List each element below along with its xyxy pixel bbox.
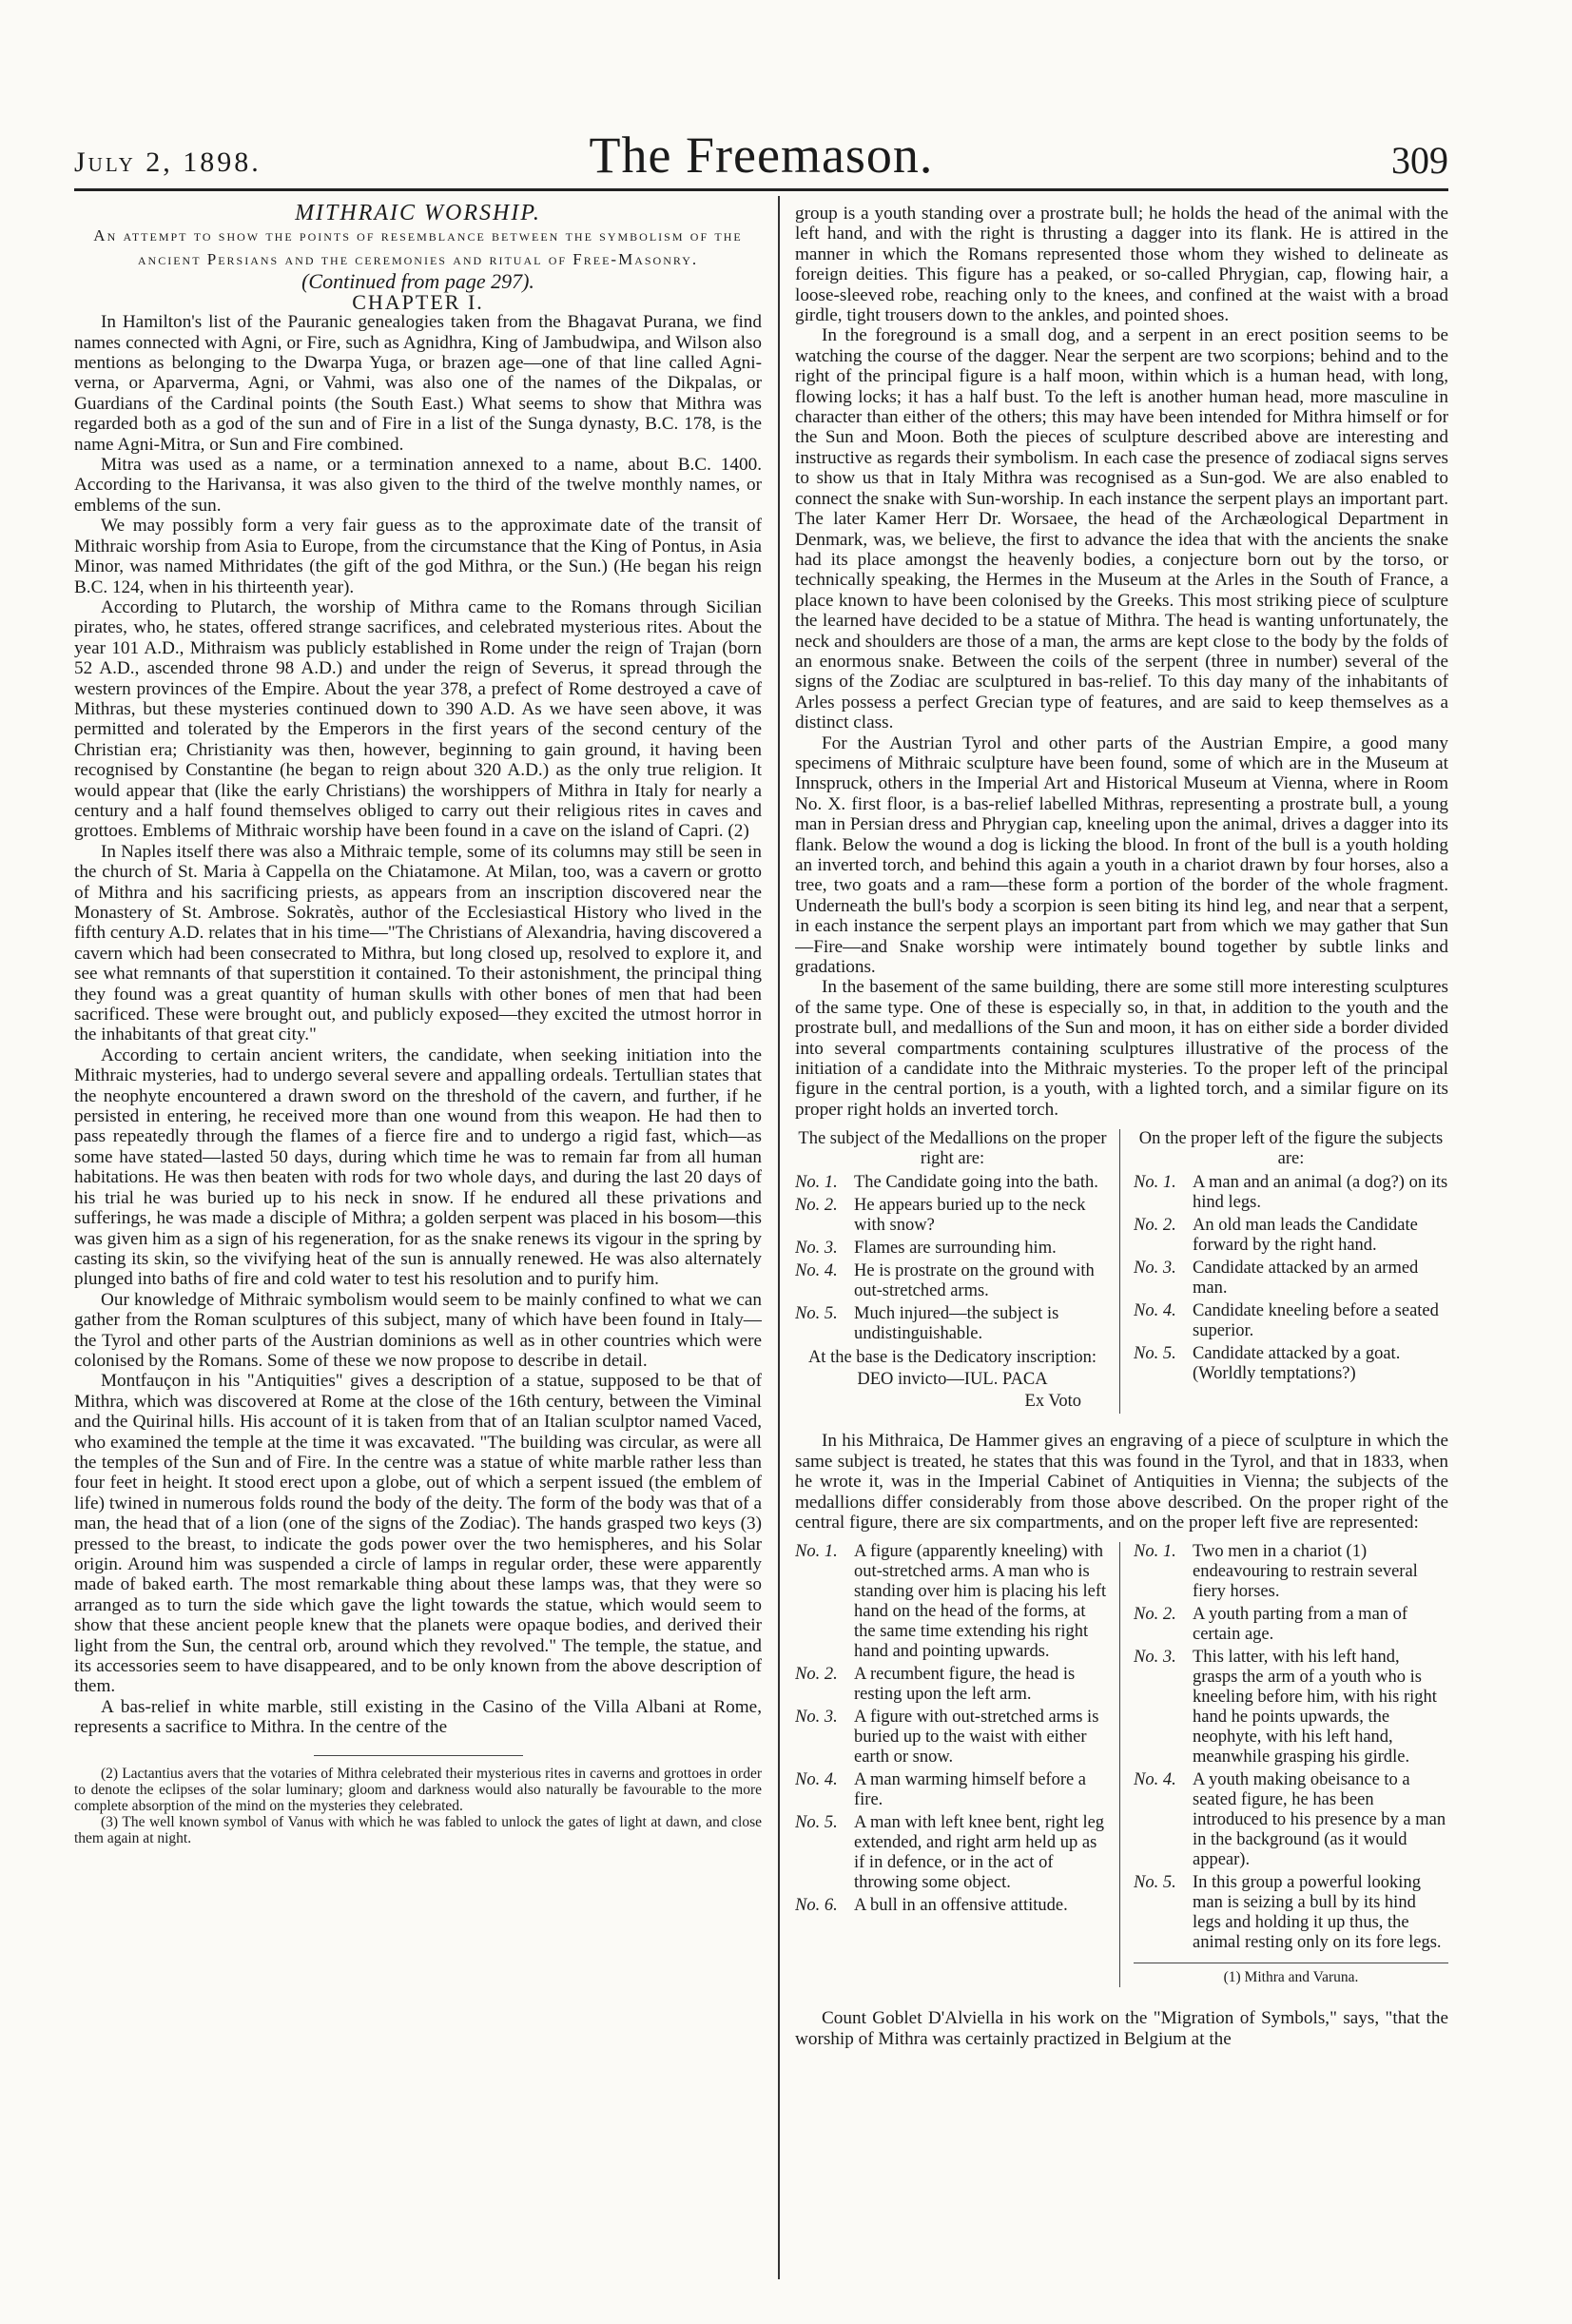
list-item: [1134, 1648, 1448, 1767]
list-item: [1134, 1301, 1448, 1341]
item-text: Candidate attacked by a goat. (Worldly temptations?): [1193, 1344, 1401, 1384]
paragraph: In Naples itself there was also a Mithraic temple, some of its columns may still be seen in the church of St. Maria à Cappella on the Chiatamone. At Milan, too, was a cavern or grotto of Mithra and his sacrificing priests, as appears from an inscription discovered near the Monastery of St. Ambrose. Sokratès, author of the Ecclesiastical History who lived in the fifth century A.D. relates that in his time—"The Christians of Alexandria, having discovered a cavern which had been consecrated to Mithra, but long closed up, resolved to explore it, and see what remnants of that superstition it contained. To their astonishment, the principal thing they found was a great quantity of human skulls with other bones of men that had been sacrificed. These were brought out, and publicly exposed—they excited the utmost horror in the inhabitants of that great city.": [74, 841, 762, 1045]
item-number: No. 5.: [1134, 1344, 1176, 1364]
paragraph: According to certain ancient writers, the candidate, when seeking initiation into the Mithraic mysteries, had to undergo several severe and appalling ordeals. Tertullian states that the neophyte encountered a drawn sword on the threshold of the cavern, and further, if he persisted in entering, he received more than one wound from this weapon. He had then to pass repeatedly through the flames of a fierce fire and to undergo a rigid fast, which—as some have stated—lasted 50 days, during which time he was to remain far from all human habitations. He was then beaten with rods for two whole days, and during the last 20 days of his trial he was buried up to his neck in snow. If he endured all these privations and sufferings, he was made a disciple of Mithra; a golden serpent was placed in his bosom—this was given him as a sign of his regeneration, for as the snake renews its vigour in the spring by casting its skin, so the vivifying heat of the sun is annually renewed. He was also alternately plunged into baths of fire and cold water to test his resolution and to purify him.: [74, 1045, 762, 1290]
paragraph: We may possibly form a very fair guess as to the approximate date of the transit of Mithraic worship from Asia to Europe, from the circumstance that the King of Pontus, in Asia Minor, was named Mithridates (the gift of the god Mithra, or the Sun.) (He began his reign B.C. 124, when in his thirteenth year).: [74, 516, 762, 597]
item-text: A man warming himself before a fire.: [854, 1770, 1087, 1810]
newspaper-title: The Freemason.: [589, 127, 934, 184]
paragraph: For the Austrian Tyrol and other parts of the Austrian Empire, a good many specimens of Mithraic sculpture have been found, some of which are in the Museum at Innspruck, others in the Imperial Art and Historical Museum at Vienna, where in Room No. X. first floor, is a bas-relief labelled Mithras, representing a prostrate bull, a young man in Persian dress and Phrygian cap, kneeling upon the animal, drives a dagger into its flank. Below the wound a dog is licking the blood. In front of the bull is a youth holding an inverted torch, and behind this again a youth in a chariot drawn by four horses, also a tree, two goats and a ram—these form a portion of the border of the whole fragment. Underneath the bull's body a scorpion is seen biting its hind leg, and near that a serpent, in each instance the serpent plays an important part from which we may gather that Sun—Fire—and Snake worship were intimately bound together by subtle links and gradations.: [795, 732, 1448, 978]
item-text: Much injured—the subject is undistinguishable.: [854, 1304, 1059, 1344]
paragraph: Our knowledge of Mithraic symbolism would seem to be mainly confined to what we can gather from the Roman sculptures of this subject, many of which have been found in Italy—the Tyrol and other parts of the Austrian dominions as well as in other countries which were colonised by the Romans. Some of these we now propose to describe in detail.: [74, 1289, 762, 1371]
dedication: [795, 1348, 1110, 1412]
list-item: [1134, 1216, 1448, 1256]
item-text: A figure (apparently kneeling) with out-stretched arms. A man who is standing over him is placing his left hand on the head of the forms, at the same time extending his right hand and pointing upwards.: [854, 1542, 1107, 1662]
right-column: [795, 204, 1448, 2287]
list-item: [795, 1304, 1110, 1344]
paragraph: In his Mithraica, De Hammer gives an engraving of a piece of sculpture in which the same subject is treated, he states that this was found in the Tyrol, and that in 1833, when he wrote it, was in the Imperial Cabinet of Antiquities in Vienna; the subjects of the medallions differ considerably from those above described. On the proper right of the central figure, there are six compartments, and on the proper left five are represented:: [795, 1431, 1448, 1533]
footnote-rule: [314, 1755, 523, 1756]
medallions-heading: The subject of the Medallions on the proper right are:: [798, 1129, 1107, 1169]
masthead: [74, 116, 1448, 186]
article-title: MITHRAIC WORSHIP.: [295, 204, 541, 225]
ex-voto: Ex Voto: [1024, 1392, 1081, 1412]
list-item: [1134, 1770, 1448, 1870]
list-item: [1134, 1344, 1448, 1384]
item-number: No. 4.: [1134, 1301, 1176, 1321]
list-item: [1134, 1873, 1448, 1953]
item-number: No. 1.: [1134, 1542, 1176, 1562]
item-number: No. 3.: [1134, 1648, 1176, 1668]
dedication-inscription: DEO invicto—IUL. PACA: [857, 1370, 1048, 1390]
column-divider: [778, 196, 780, 2279]
dedication-intro: At the base is the Dedicatory inscription:: [807, 1348, 1097, 1368]
list-item: [795, 1770, 1110, 1810]
item-number: No. 3.: [1134, 1259, 1176, 1279]
medallions-table-vienna: [795, 1129, 1448, 1414]
item-number: No. 5.: [795, 1813, 838, 1833]
compartments-left-side: [1120, 1542, 1448, 1987]
item-number: No. 5.: [795, 1304, 838, 1324]
medallions-heading: On the proper left of the figure the subjects are:: [1138, 1129, 1444, 1169]
paragraph: In the basement of the same building, there are some still more interesting sculptures of the same type. One of these is especially so, in that, in addition to the youth and the prostrate bull, and medallions of the Sun and moon, it has on either side a border divided into several compartments containing sculptures illustrative of the process of the initiation of a candidate into the Mithraic mysteries. To the proper left of the principal figure in the central portion, is a youth, with a lighted torch, and a similar figure on its proper right holds an inverted torch.: [795, 977, 1448, 1120]
paragraph: Montfauçon in his "Antiquities" gives a description of a statue, supposed to be that of Mithra, which was discovered at Rome at the close of the 16th century, between the Viminal and the Quirinal hills. His account of it is taken from that of an Italian sculptor named Vaced, who examined the temple at the time it was excavated. "The building was circular, as were all the temples of the Sun and of Fire. In the centre was a statue of white marble rather less than four feet in height. It stood erect upon a globe, out of which a serpent issued (the emblem of life) twined in numerous folds round the body of the deity. The form of the body was that of a man, the head that of a lion (one of the signs of the Zodiac). The hands grasped two keys (3) pressed to the breast, to indicate the gods power over the two hemispheres, and his Solar origin. Around him was suspended a circle of lamps in regular order, these were apparently made of baked earth. The most remarkable thing about these lamps was, that they were so arranged as to turn the side which gave the light towards the statue, which would seem to show that these ancient people knew that the planets were opaque bodies, and derived their light from the Sun, the central orb, around which they revolved." The temple, the statue, and its accessories seem to have disappeared, and to be only known from the above description of them.: [74, 1371, 762, 1697]
item-text: Two men in a chariot (1) endeavouring to restrain several fiery horses.: [1193, 1542, 1418, 1602]
masthead-rule: [74, 188, 1448, 191]
item-text: An old man leads the Candidate forward by the right hand.: [1193, 1216, 1418, 1256]
list-item: [795, 1261, 1110, 1301]
item-number: No. 4.: [795, 1261, 838, 1281]
list-item: [795, 1896, 1110, 1916]
item-text: A youth parting from a man of certain age.: [1193, 1605, 1408, 1645]
item-text: Flames are surrounding him.: [854, 1239, 1057, 1259]
paragraph: group is a youth standing over a prostrate bull; he holds the head of the animal with the left hand, and with the right is thrusting a dagger into its flank. He is attired in the manner in which the Romans represented those whom they wished to delineate as foreign deities. This figure has a peaked, or so-called Phrygian, cap, flowing hair, a loose-sleeved robe, reaching only to the knees, and confined at the waist with a broad girdle, tight trousers down to the ankles, and pointed shoes.: [795, 204, 1448, 326]
item-text: A youth making obeisance to a seated figure, he has been introduced to his presence by a man in the background (as it would appear).: [1193, 1770, 1446, 1870]
paragraph: According to Plutarch, the worship of Mithra came to the Romans through Sicilian pirates, who, he states, offered strange sacrifices, and celebrated mysterious rites. About the year 101 A.D., Mithraism was publicly established in Rome under the reign of Trajan (born 52 A.D., ascended throne 98 A.D.) and under the reign of Severus, it spread through the western provinces of the Empire. About the year 378, a prefect of Rome destroyed a cave of Mithras, but these mysteries continued down to 390 A.D. As we have seen above, it was permitted and tolerated by the Emperors in the first years of the second century of the Christian era; Christianity was then, however, beginning to gain ground, it having been recognised by Constantine (he began to reign about 320 A.D.) as the only true religion. It would appear that (like the early Christians) the worshippers of Mithra in Italy for nearly a century and a half found themselves obliged to carry out their religious rites in caves and grottoes. Emblems of Mithraic worship have been found in a cave on the island of Capri. (2): [74, 596, 762, 842]
item-number: No. 3.: [795, 1239, 838, 1259]
item-text: Candidate kneeling before a seated superior.: [1193, 1301, 1439, 1341]
compartments-right-side: [795, 1542, 1120, 1987]
paragraph: Count Goblet D'Alviella in his work on the "Migration of Symbols," says, "that the worship of Mithra was certainly practized in Belgium at the: [795, 2008, 1448, 2049]
list-item: [795, 1813, 1110, 1893]
list-item: [1134, 1605, 1448, 1645]
item-number: No. 2.: [795, 1196, 838, 1216]
item-number: No. 4.: [1134, 1770, 1176, 1790]
item-text: This latter, with his left hand, grasps the arm of a youth who is kneeling before him, with his right hand he points upwards, the neophyte, with his left hand, meanwhile grasping his girdle.: [1193, 1648, 1437, 1767]
item-number: No. 1.: [795, 1542, 838, 1562]
footnote: (3) The well known symbol of Vanus with which he was fabled to unlock the gates of light at dawn, and close them again at night.: [74, 1813, 762, 1846]
item-text: He is prostrate on the ground with out-stretched arms.: [854, 1261, 1095, 1301]
issue-date: July 2, 1898.: [74, 146, 262, 178]
footnote: (1) Mithra and Varuna.: [1134, 1963, 1448, 1987]
paragraph: Mitra was used as a name, or a termination annexed to a name, about B.C. 1400. According to the Harivansa, it was also given to the third of the twelve monthly names, or emblems of the sun.: [74, 455, 762, 516]
item-number: No. 5.: [1134, 1873, 1176, 1893]
item-text: A recumbent figure, the head is resting upon the left arm.: [854, 1665, 1076, 1705]
item-text: He appears buried up to the neck with snow?: [854, 1196, 1086, 1236]
medallions-table-mithraica: [795, 1542, 1448, 1987]
list-item: [1134, 1259, 1448, 1299]
item-number: No. 2.: [1134, 1605, 1176, 1625]
item-number: No. 1.: [1134, 1173, 1176, 1193]
list-item: [1134, 1173, 1448, 1213]
item-number: No. 2.: [795, 1665, 838, 1685]
item-number: No. 2.: [1134, 1216, 1176, 1236]
footnote: (2) Lactantius avers that the votaries of Mithra celebrated their mysterious rites in caverns and grottoes in order to denote the eclipses of the solar luminary; gloom and darkness would also naturally be favourable to the more complete absorption of the mind on the mysteries they celebrated.: [74, 1765, 762, 1814]
medallions-right-side: [795, 1129, 1120, 1414]
item-text: A figure with out-stretched arms is buried up to the waist with either earth or snow.: [854, 1708, 1099, 1767]
continued-note: (Continued from page 297).: [301, 269, 534, 294]
page-number: 309: [1391, 139, 1448, 182]
list-item: [795, 1665, 1110, 1705]
item-text: A man and an animal (a dog?) on its hind legs.: [1193, 1173, 1448, 1213]
list-item: [1134, 1542, 1448, 1602]
chapter-heading: CHAPTER I.: [352, 289, 484, 314]
list-item: [795, 1708, 1110, 1767]
item-text: In this group a powerful looking man is seizing a bull by its hind legs and holding it up thus, the animal resting only on its fore legs.: [1193, 1873, 1442, 1953]
list-item: [795, 1196, 1110, 1236]
list-item: [795, 1173, 1110, 1193]
list-item: [795, 1542, 1110, 1662]
item-number: No. 4.: [795, 1770, 838, 1790]
article-subtitle: An attempt to show the points of resemblance between the symbolism of the ancient Persians and the ceremonies and ritual of Free-Masonry.: [93, 226, 743, 269]
item-number: No. 1.: [795, 1173, 838, 1193]
medallions-left-side: [1120, 1129, 1448, 1414]
paragraph: In Hamilton's list of the Pauranic genealogies taken from the Bhagavat Purana, we find names connected with Agni, or Fire, such as Agnidhra, King of Jambudwipa, and Wilson also mentions as belonging to the Dwarpa Yuga, or brazen age—one of that line called Agni-verna, or Aparverma, Agni, or Vahmi, was also one of the names of the Dikpalas, or Guardians of the Cardinal points (the South East.) What seems to show that Mithra was regarded both as a god of the sun and of Fire in a list of the Sunga dynasty, B.C. 178, is the name Agni-Mitra, or Sun and Fire combined.: [74, 312, 762, 455]
item-text: The Candidate going into the bath.: [854, 1173, 1098, 1193]
item-text: Candidate attacked by an armed man.: [1193, 1259, 1419, 1299]
left-column: [74, 204, 762, 2287]
item-text: A man with left knee bent, right leg extended, and right arm held up as if in defence, or in the act of throwing some object.: [854, 1813, 1105, 1893]
list-item: [795, 1239, 1110, 1259]
item-number: No. 3.: [795, 1708, 838, 1728]
item-number: No. 6.: [795, 1896, 838, 1916]
paragraph: In the foreground is a small dog, and a serpent in an erect position seems to be watching the course of the dagger. Near the serpent are two scorpions; behind and to the right of the principal figure is a half moon, within which is a human head, with long, flowing locks; it has a half bust. To the left is another human head, more masculine in character than either of the others; this may have been intended for Mithra himself or for the Sun and Moon. Both the pieces of sculpture described above are interesting and instructive as regards their symbolism. In each case the presence of zodiacal signs serves to show us that in Italy Mithra was recognised as a Sun-god. We are also enabled to connect the snake with Sun-worship. In each instance the serpent plays an important part. The later Kamer Herr Dr. Worsaee, the head of the Archæological Department in Denmark, was, we believe, the first to advance the idea that with the ancients the snake had its place amongst the heavenly bodies, a conjecture born out by the torso, or technically speaking, the Hermes in the Museum at the Arles in the South of France, a place known to have been colonised by the Greeks. This most striking piece of sculpture the learned have decided to be a statue of Mithra. The head is wanting unfortunately, the neck and shoulders are those of a man, the arms are kept close to the body by the folds of an enormous snake. Between the coils of the serpent (three in number) several of the signs of the Zodiac are sculptured in bas-relief. To this day many of the inhabitants of Arles possess a perfect Grecian type of features, and are said to keep themselves as a distinct class.: [795, 325, 1448, 733]
item-text: A bull in an offensive attitude.: [854, 1896, 1068, 1916]
paragraph: A bas-relief in white marble, still existing in the Casino of the Villa Albani at Rome, represents a sacrifice to Mithra. In the centre of the: [74, 1696, 762, 1738]
